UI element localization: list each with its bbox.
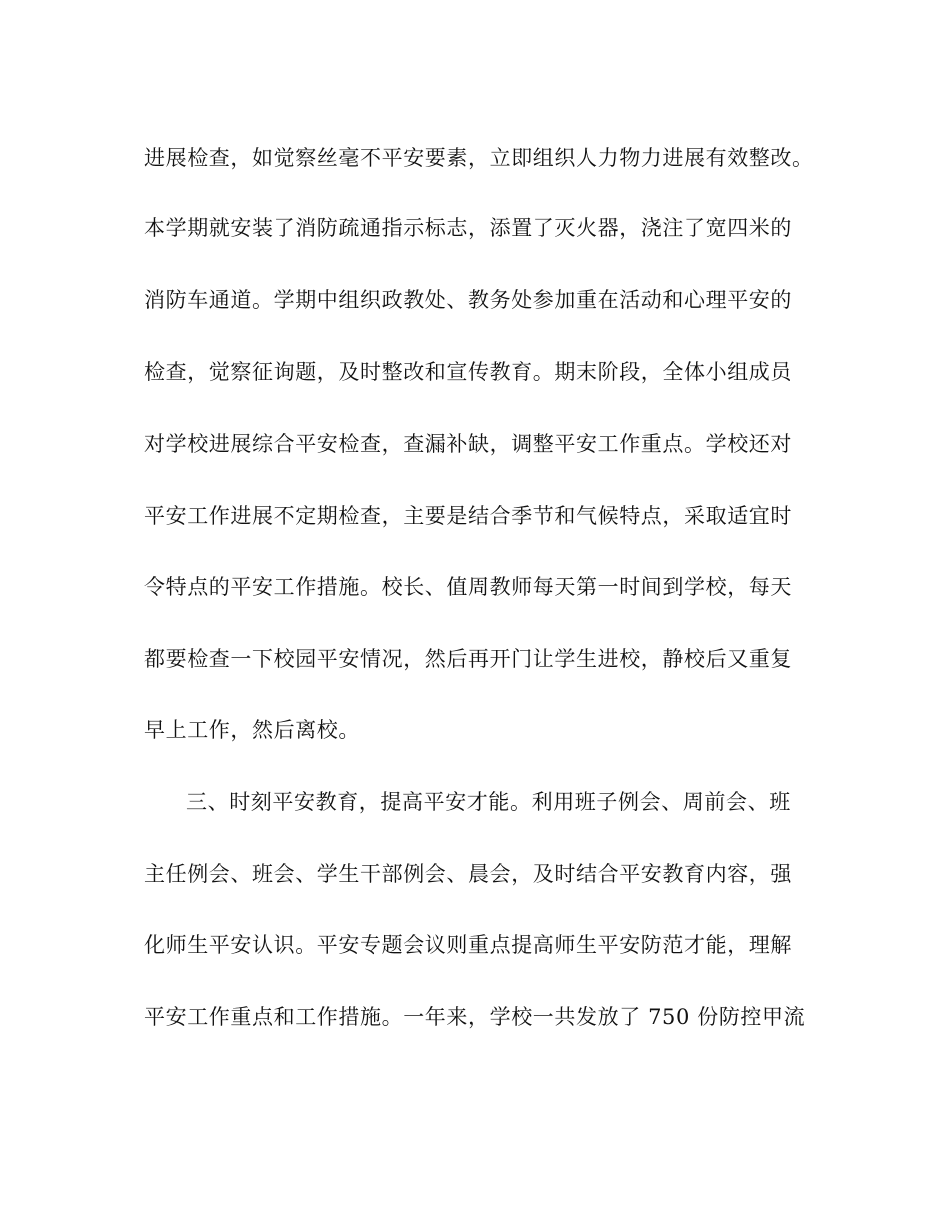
body-text-line: 进展检查，如觉察丝毫不平安要素，立即组织人力物力进展有效整改。 [144,146,814,170]
body-text-line: 早上工作，然后离校。 [144,718,360,742]
body-text-line: 平安工作重点和工作措施。一年来，学校一共发放了 750 份防控甲流 [144,1005,806,1029]
body-text-line: 主任例会、班会、学生干部例会、晨会，及时结合平安教育内容，强 [144,862,792,886]
body-text-line: 检查，觉察征询题，及时整改和宣传教育。期末阶段，全体小组成员 [144,360,792,384]
body-text-line: 都要检查一下校园平安情况，然后再开门让学生进校，静校后又重复 [144,647,792,671]
section-heading-line: 三、时刻平安教育，提高平安才能。利用班子例会、周前会、班 [186,790,791,814]
body-text-line: 化师生平安认识。平安专题会议则重点提高师生平安防范才能，理解 [144,933,792,957]
body-text-line: 本学期就安装了消防疏通指示标志，添置了灭火器，浇注了宽四米的 [144,216,792,240]
body-text-line: 平安工作进展不定期检查，主要是结合季节和气候特点，采取适宜时 [144,504,792,528]
body-text-line: 对学校进展综合平安检查，查漏补缺，调整平安工作重点。学校还对 [144,432,792,456]
body-text-line: 消防车通道。学期中组织政教处、教务处参加重在活动和心理平安的 [144,288,792,312]
body-text-line: 令特点的平安工作措施。校长、值周教师每天第一时间到学校，每天 [144,575,792,599]
